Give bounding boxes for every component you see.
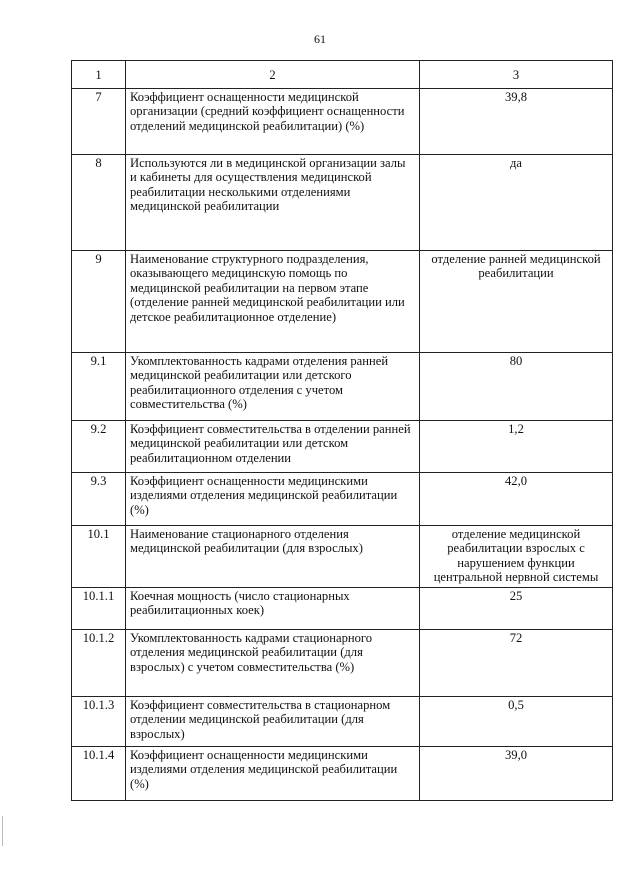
row-value: 25	[420, 588, 613, 630]
row-value: 39,8	[420, 89, 613, 155]
row-description: Используются ли в медицинской организации залы и кабинеты для осуществления медицинской реабилитации несколькими отделениями медицинской реабилитации	[126, 155, 420, 251]
table-row	[72, 421, 613, 473]
row-number: 8	[72, 155, 126, 251]
scan-edge-mark	[2, 816, 3, 846]
row-value: да	[420, 155, 613, 251]
row-number: 9.3	[72, 473, 126, 526]
row-description: Коечная мощность (число стационарных реабилитационных коек)	[126, 588, 420, 630]
table-row	[72, 89, 613, 155]
table-row	[72, 630, 613, 697]
table-row	[72, 473, 613, 526]
table-row	[72, 251, 613, 353]
data-table	[71, 60, 613, 801]
row-number: 10.1.1	[72, 588, 126, 630]
table-row	[72, 697, 613, 747]
row-number: 9	[72, 251, 126, 353]
row-value: 80	[420, 353, 613, 421]
row-description: Коэффициент оснащенности медицинскими изделиями отделения медицинской реабилитации (%)	[126, 473, 420, 526]
row-value: 42,0	[420, 473, 613, 526]
row-description: Коэффициент совместительства в отделении ранней медицинской реабилитации или детском реабилитационном отделении	[126, 421, 420, 473]
table-row	[72, 155, 613, 251]
row-number: 10.1.4	[72, 747, 126, 801]
row-description: Коэффициент совместительства в стационарном отделении медицинской реабилитации (для взрослых)	[126, 697, 420, 747]
row-description: Коэффициент оснащенности медицинской организации (средний коэффициент оснащенности отделений медицинской реабилитации) (%)	[126, 89, 420, 155]
row-number: 10.1.2	[72, 630, 126, 697]
row-description: Наименование структурного подразделения, оказывающего медицинскую помощь по медицинской реабилитации на первом этапе (отделение ранней медицинской реабилитации или детское реабилитационное отделение)	[126, 251, 420, 353]
table-row	[72, 353, 613, 421]
row-value: 72	[420, 630, 613, 697]
page-number: 61	[314, 32, 326, 46]
row-number: 7	[72, 89, 126, 155]
table-row	[72, 588, 613, 630]
row-value: 0,5	[420, 697, 613, 747]
row-number: 10.1.3	[72, 697, 126, 747]
row-value: 39,0	[420, 747, 613, 801]
table-row	[72, 747, 613, 801]
column-header: 2	[126, 61, 420, 89]
row-value: отделение ранней медицинской реабилитации	[420, 251, 613, 353]
row-value: 1,2	[420, 421, 613, 473]
row-value: отделение медицинской реабилитации взрослых с нарушением функции центральной нервной системы	[420, 526, 613, 588]
row-description: Коэффициент оснащенности медицинскими изделиями отделения медицинской реабилитации (%)	[126, 747, 420, 801]
table-row	[72, 526, 613, 588]
row-number: 9.2	[72, 421, 126, 473]
row-number: 9.1	[72, 353, 126, 421]
table-header-row	[72, 61, 613, 89]
column-header: 3	[420, 61, 613, 89]
column-header: 1	[72, 61, 126, 89]
row-number: 10.1	[72, 526, 126, 588]
row-description: Укомплектованность кадрами стационарного отделения медицинской реабилитации (для взрослых) с учетом совместительства (%)	[126, 630, 420, 697]
row-description: Наименование стационарного отделения медицинской реабилитации (для взрослых)	[126, 526, 420, 588]
row-description: Укомплектованность кадрами отделения ранней медицинской реабилитации или детского реабилитационного отделения с учетом совместительства (%)	[126, 353, 420, 421]
